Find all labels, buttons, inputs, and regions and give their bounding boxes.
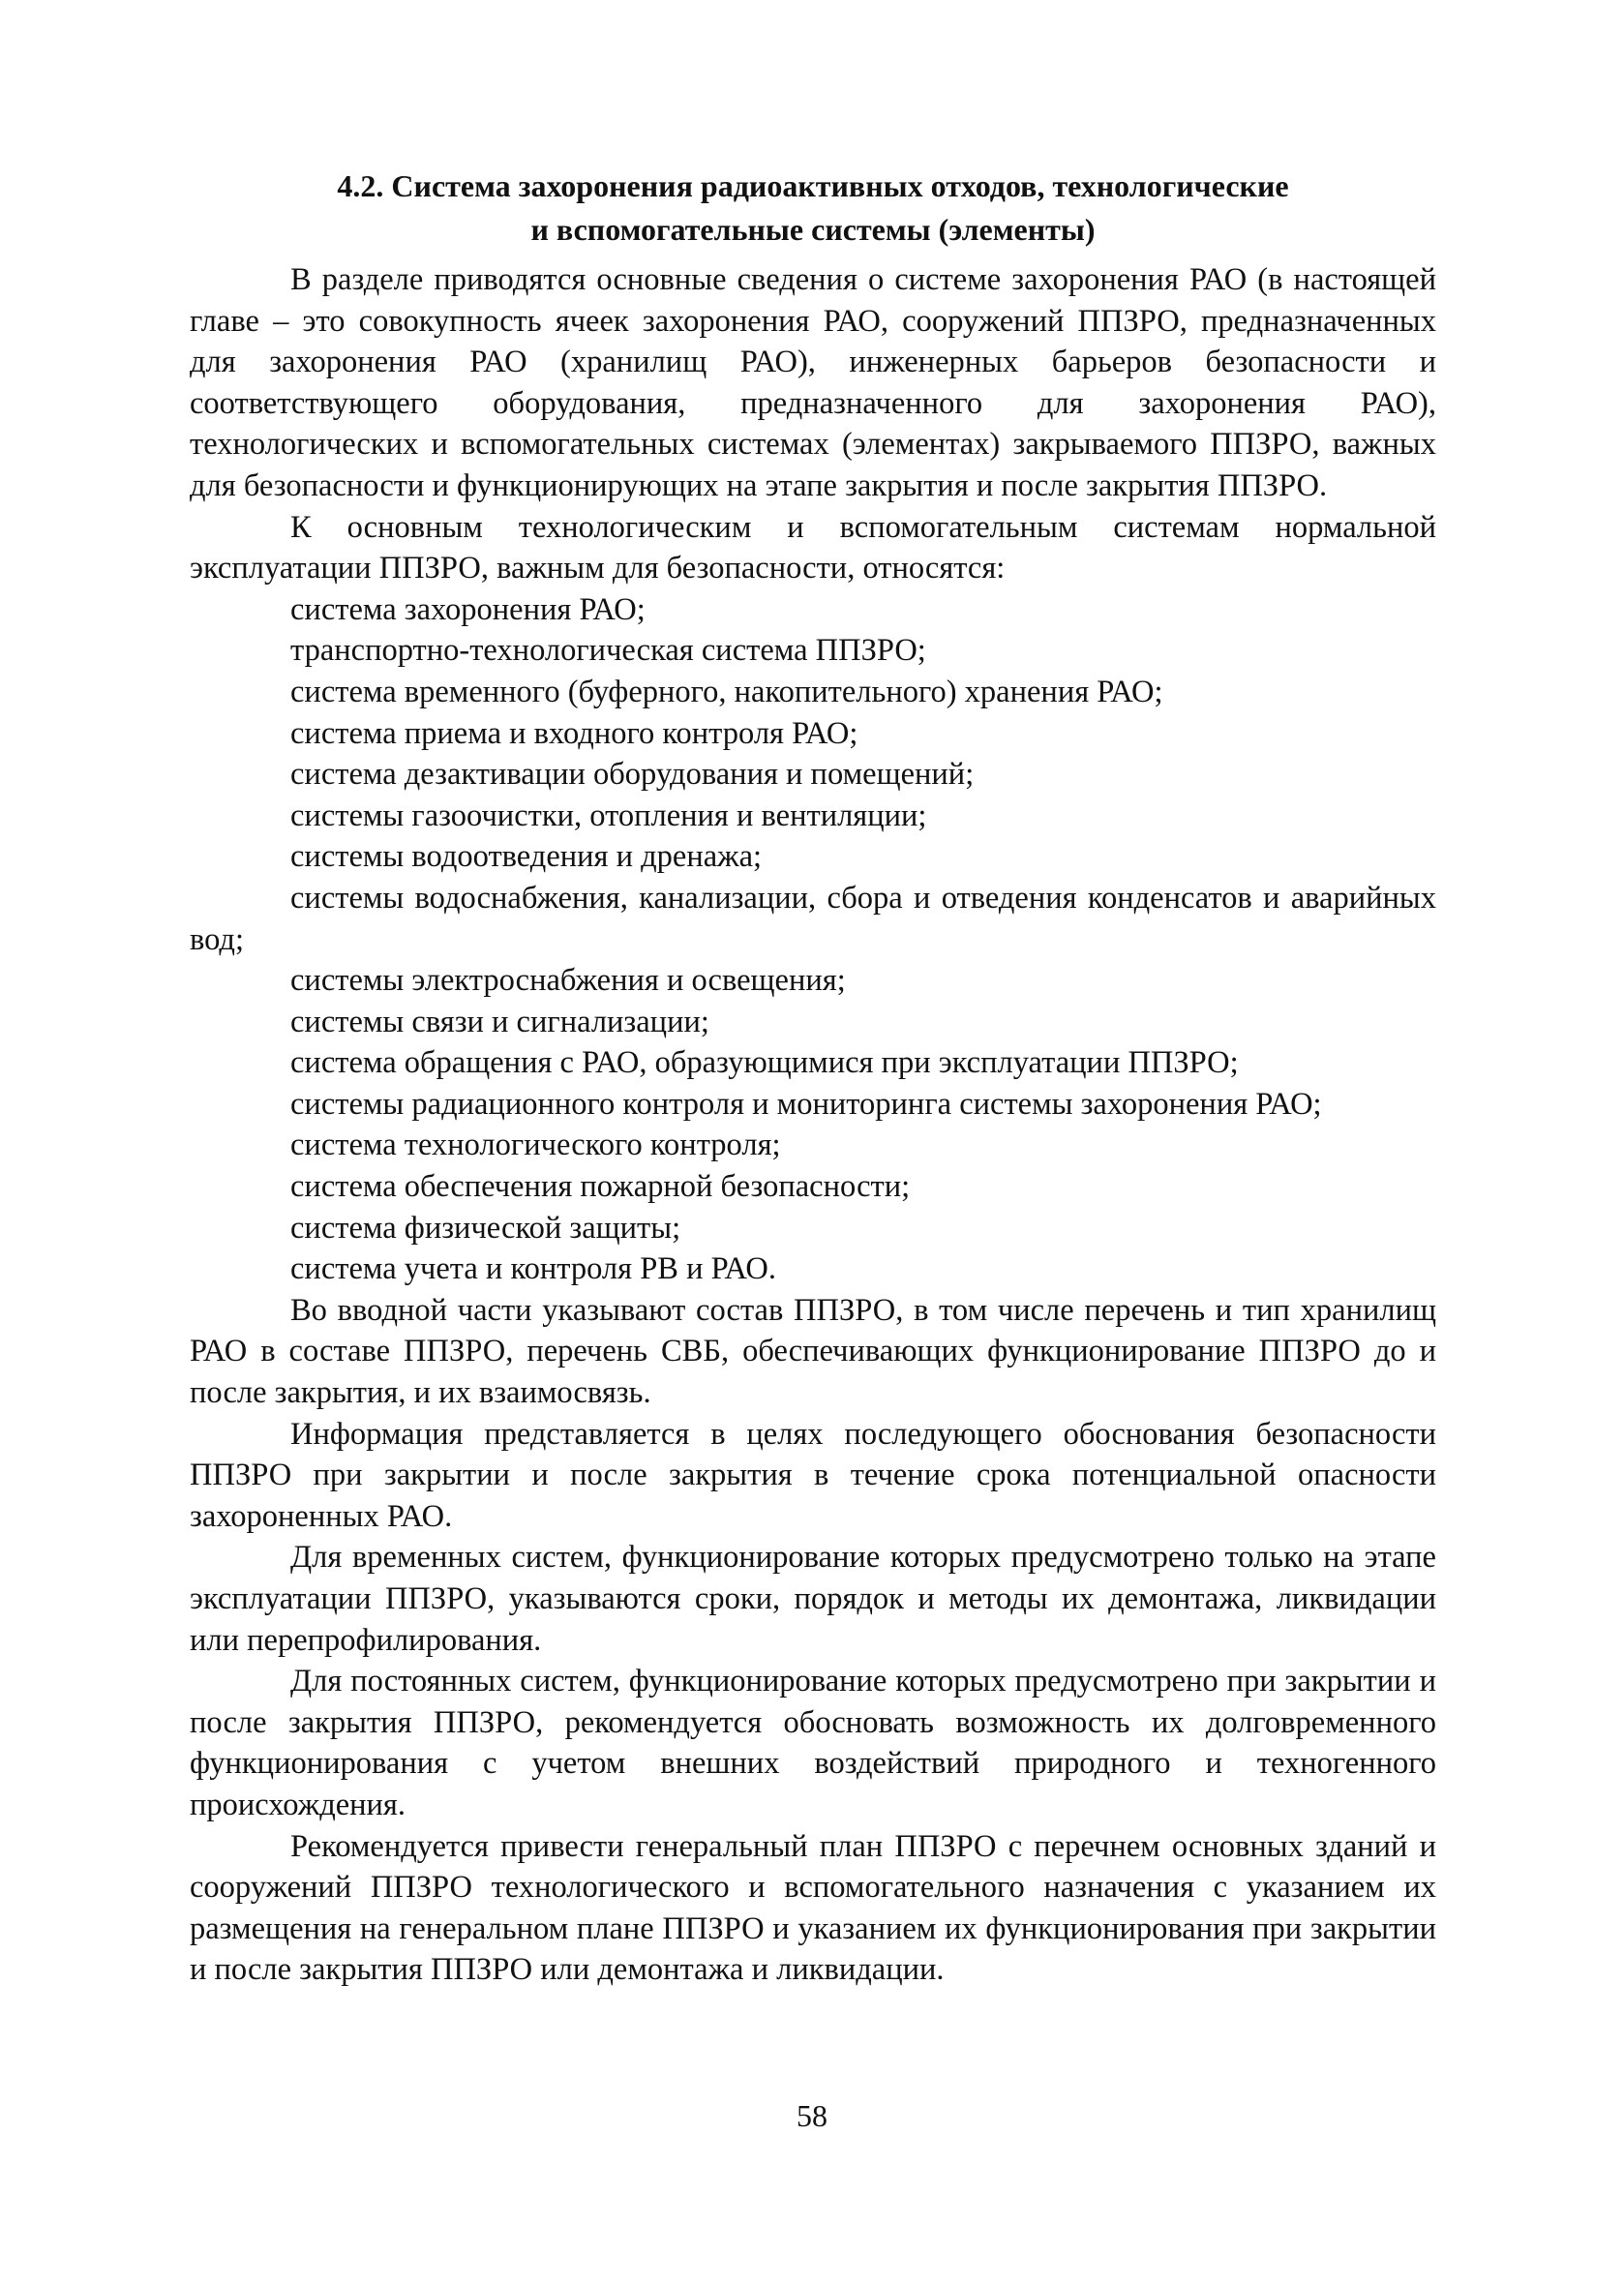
list-item: система физической защиты; <box>290 1210 681 1246</box>
page-content <box>190 165 1436 1991</box>
list-item: система обеспечения пожарной безопасности; <box>290 1169 911 1205</box>
list-item: системы радиационного контроля и мониторинга системы захоронения РАО; <box>290 1086 1322 1122</box>
list-item: транспортно-технологическая система ППЗРО; <box>290 633 926 669</box>
site-plan-paragraph: Рекомендуется привести генеральный план ППЗРО с перечнем основных зданий и сооружений ППЗРО технологического и вспомогательного назначения с указанием их размещения на генеральном плане ППЗРО и указанием их функционирования при закрытии и после закрытия ППЗРО или демонтажа и ликвидации. <box>190 1828 1436 1988</box>
list-item: система обращения с РАО, образующимися при эксплуатации ППЗРО; <box>290 1045 1239 1081</box>
list-item: система технологического контроля; <box>290 1127 781 1163</box>
systems-list <box>190 589 1436 1290</box>
list-item: системы газоочистки, отопления и вентиляции; <box>290 797 927 833</box>
list-item: системы электроснабжения и освещения; <box>290 963 846 999</box>
page-number: 58 <box>797 2098 827 2133</box>
section-heading-line-1: 4.2. Система захоронения радиоактивных отходов, технологические <box>337 168 1289 203</box>
intro-part-paragraph: Во вводной части указывают состав ППЗРО, в том числе перечень и тип хранилищ РАО в составе ППЗРО, перечень СВБ, обеспечивающих функционирование ППЗРО до и после закрытия, и их взаимосвязь. <box>190 1292 1436 1411</box>
permanent-systems-paragraph: Для постоянных систем, функционирование которых предусмотрено при закрытии и после закрытия ППЗРО, рекомендуется обосновать возможность их долговременного функционирования с учетом внешних воздействий природного и техногенного происхождения. <box>190 1664 1436 1822</box>
section-heading-line-2: и вспомогательные системы (элементы) <box>530 212 1096 247</box>
section-heading <box>190 165 1436 252</box>
information-paragraph: Информация представляется в целях последующего обоснования безопасности ППЗРО при закрытии и после закрытия в течение срока потенциальной опасности захороненных РАО. <box>190 1416 1436 1534</box>
list-item: система временного (буферного, накопительного) хранения РАО; <box>290 674 1163 709</box>
list-item: система захоронения РАО; <box>290 591 646 627</box>
systems-lead-paragraph: К основным технологическим и вспомогательным системам нормальной эксплуатации ППЗРО, важным для безопасности, относятся: <box>190 509 1436 586</box>
intro-paragraph: В разделе приводятся основные сведения о системе захоронения РАО (в настоящей главе – это совокупность ячеек захоронения РАО, сооружений ППЗРО, предназначенных для захоронения РАО (хранилищ РАО), инженерных барьеров безопасности и соответствующего оборудования, предназначенного для захоронения РАО), технологических и вспомогательных системах (элементах) закрываемого ППЗРО, важных для безопасности и функционирующих на этапе закрытия и после закрытия ППЗРО. <box>190 262 1436 503</box>
list-item: система дезактивации оборудования и помещений; <box>290 757 975 793</box>
list-item: системы водоотведения и дренажа; <box>290 839 763 875</box>
list-item: система учета и контроля РВ и РАО. <box>290 1251 776 1287</box>
temporary-systems-paragraph: Для временных систем, функционирование которых предусмотрено только на этапе эксплуатации ППЗРО, указываются сроки, порядок и методы их демонтажа, ликвидации или перепрофилирования. <box>190 1540 1436 1658</box>
list-item: системы водоснабжения, канализации, сбора и отведения конденсатов и аварийных вод; <box>190 880 1436 957</box>
list-item: система приема и входного контроля РАО; <box>290 715 858 751</box>
list-item: системы связи и сигнализации; <box>290 1004 709 1039</box>
